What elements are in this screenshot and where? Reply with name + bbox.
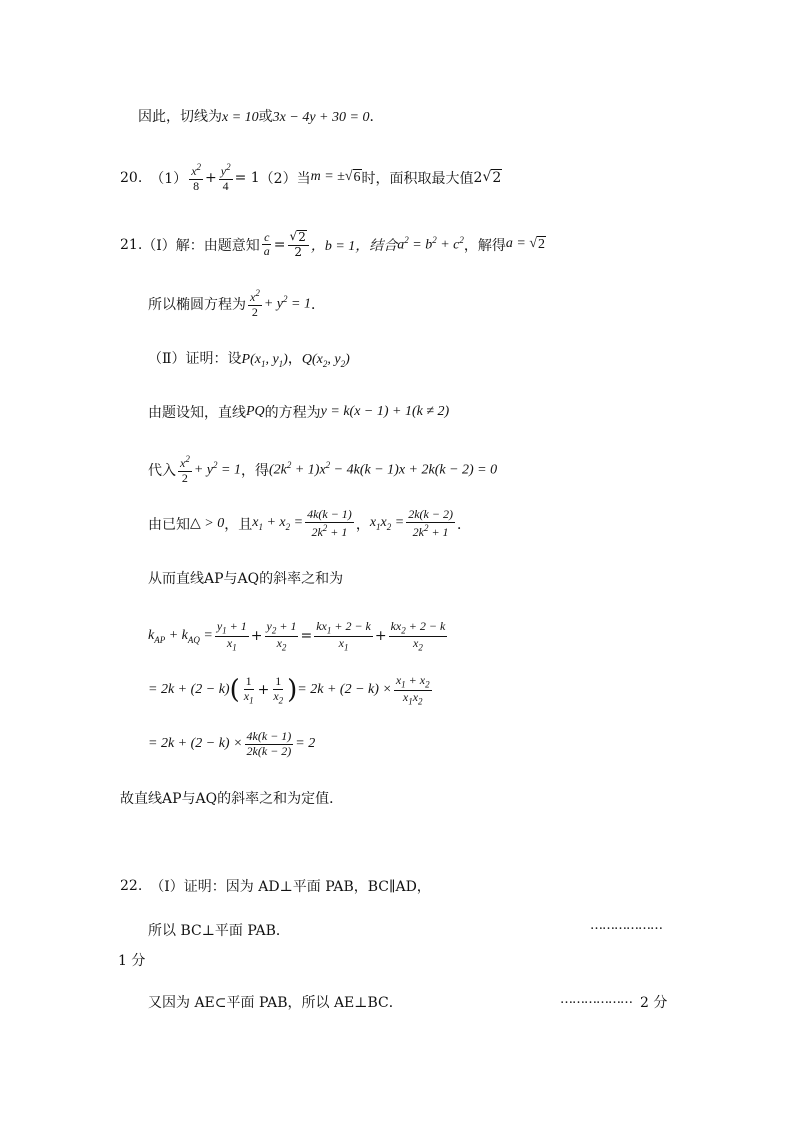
frac-x2-over-8: $\frac{x^2}{8}$ <box>191 162 202 193</box>
tangent-prefix: 因此，切线为 <box>138 109 222 125</box>
proof-prefix: （Ⅱ）证明：设 <box>148 351 242 368</box>
question-22-line3 <box>148 992 403 1012</box>
pq-mid: 的方程为 <box>264 405 321 421</box>
frac-x2-over-2-b: $\frac{x^2}{2}$ <box>180 454 190 485</box>
slope-intro-text: 从而直线AP与AQ的斜率之和为 <box>148 571 344 587</box>
a-value: a = √ 2 <box>505 236 546 253</box>
question-20: 20. （1） $\frac{x^2}{8}$ + $\frac{y^2}{4}$ = 1 （2）当 m = ± √ 6 时，面积取最大值 2 √ 2 <box>120 162 502 193</box>
proof-set-points <box>148 348 350 369</box>
q21-part1-text: （Ⅰ）解：由题意知 <box>142 237 260 254</box>
conclusion-text: 故直线AP与AQ的斜率之和为定值． <box>120 791 344 807</box>
question-22-line1 <box>120 876 431 896</box>
q20-part2-label: （2）当 <box>259 170 311 187</box>
frac-product: $\frac{2k(k - 2)}{2k^2 + 1}$ <box>408 507 453 539</box>
conclusion-line <box>120 788 343 808</box>
substitution-line: 代入 $\frac{x^2}{2}$ + $y^2 = 1$ ，得 $(2k^2 + 1)x^2 - 4k(k - 1)x + 2k(k - 2) = 0$ <box>148 454 498 485</box>
tangent-equation: x = 10或3x − 4y + 30 = 0 <box>222 110 370 125</box>
score-1-text: 1 分 <box>118 953 146 969</box>
question-21-part1: 21. （Ⅰ）解：由题意知 $\frac{c}{a}$ = √ 2 2 ，b = 1，结合 $a^2 = b^2 + c^2$ ，解得 a = √ 2 <box>120 229 546 259</box>
score-dots-2: ……………… <box>560 992 632 1007</box>
score-2 <box>640 992 667 1012</box>
abc-relation: $a^2 = b^2 + c^2$ <box>397 235 464 254</box>
tangent-suffix: ． <box>369 109 384 125</box>
q20-eq-one: = 1 <box>234 169 260 186</box>
solve-text: ，解得 <box>463 237 506 254</box>
m-value: m = ± √ 6 <box>310 169 361 186</box>
q20-number: 20. <box>120 169 143 186</box>
sub-prefix: 代入 <box>148 462 176 479</box>
q20-part1-label: （1） <box>150 170 188 187</box>
q22-line1-text: （Ⅰ）证明：因为 AD⊥平面 PAB，BC∥AD， <box>150 879 431 895</box>
score-2-text: 2 分 <box>640 995 668 1011</box>
frac-x2-over-2: $\frac{x^2}{2}$ <box>250 288 260 319</box>
ellipse-equation: 所以椭圆方程为 $\frac{x^2}{2}$ + $y^2 = 1$ ． <box>148 288 325 319</box>
ellipse-prefix: 所以椭圆方程为 <box>148 296 246 313</box>
slope-sum-intro <box>148 568 343 588</box>
q22-number: 22. <box>120 878 143 894</box>
slope-sum-step3: = 2k + (2 − k) × $\frac{4k(k - 1)}{2k(k - 2)}$ = 2 <box>148 729 316 758</box>
q22-line3-text: 又因为 AE⊂平面 PAB，所以 AE⊥BC． <box>148 995 403 1011</box>
line-pq-equation <box>148 402 449 422</box>
vieta-prefix: 由已知 <box>148 516 190 533</box>
vieta-line: 由已知 △ > 0 ，且 $x_1 + x_2$ = $\frac{4k(k - 1)}{2k^2 + 1}$ ， $x_1x_2$ = $\frac{2k(k - 2)}{2k^2 + 1}$ ． <box>148 507 471 539</box>
frac-y2-over-4: $\frac{y^2}{4}$ <box>220 162 231 193</box>
ellipse-suffix: ． <box>310 296 325 313</box>
slope-sum-step2: = 2k + (2 − k) ( $\frac{1}{x_1}$ + $\frac{1}{x_2}$ ) = 2k + (2 − k) × $\frac{x_1 + x_2}{x_1x_2}$ <box>148 673 430 707</box>
score-1 <box>118 950 145 970</box>
max-area-coeff: 2 <box>473 169 483 186</box>
q21-number: 21. <box>120 236 143 253</box>
sub-mid: ，得 <box>240 462 269 479</box>
pq-label: PQ <box>246 404 265 419</box>
score-dots-1: ……………… <box>590 918 662 933</box>
slope-sum-step1: $k_{AP} + k_{AQ}$ = $\frac{y_1 + 1}{x_1}$ + $\frac{y_2 + 1}{x_2}$ = $\frac{kx_1 + 2 - k}{x_1}$ + $\frac{kx_2 + 2 - k}{x_2}$ <box>148 619 446 653</box>
tangent-line-result <box>138 106 383 126</box>
points-pq: $P(x_1$, $y_1$)，$Q(x_2$, $y_2$) <box>241 352 350 369</box>
q22-line2-text: 所以 BC⊥平面 PAB． <box>148 923 290 939</box>
pq-formula: y = k(x − 1) + 1(k ≠ 2) <box>320 404 450 419</box>
q20-text2: 时，面积取最大值 <box>361 170 474 187</box>
quadratic-equation: $(2k^2 + 1)x^2 - 4k(k - 1)x + 2k(k - 2) = 0$ <box>268 460 498 479</box>
max-area-sqrt: √ 2 <box>482 169 502 187</box>
pq-prefix: 由题设知，直线 <box>148 405 246 421</box>
b-equals: ，b = 1，结合 <box>310 238 398 254</box>
vieta-mid: ，且 <box>224 516 253 533</box>
frac-c-over-a: $\frac{c}{a}$ <box>263 229 270 259</box>
frac-sum: $\frac{4k(k - 1)}{2k^2 + 1}$ <box>307 507 352 539</box>
frac-sqrt2-over-2: √ 2 2 <box>288 230 309 260</box>
question-22-line2 <box>148 920 290 940</box>
